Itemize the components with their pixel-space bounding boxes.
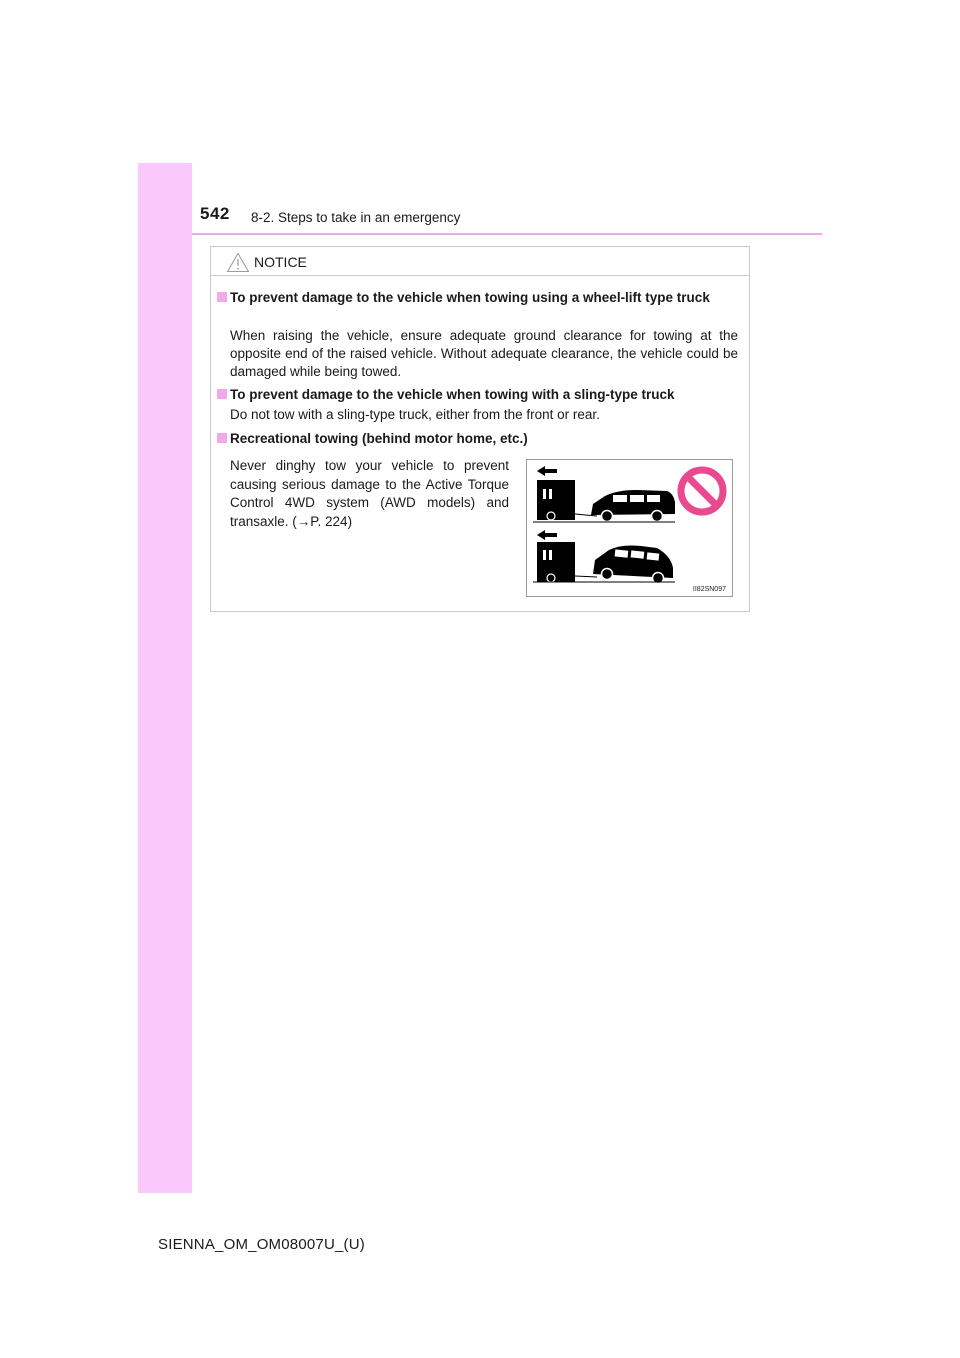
arrow-left-icon	[537, 530, 557, 540]
item-title: To prevent damage to the vehicle when towing using a wheel-lift type truck	[230, 290, 710, 305]
motor-home-shape	[537, 480, 575, 520]
section-title: 8-2. Steps to take in an emergency	[251, 210, 461, 225]
upper-tow-scene	[533, 466, 675, 522]
notice-box	[210, 246, 750, 612]
item-body: Do not tow with a sling-type truck, either from the front or rear.	[230, 407, 600, 422]
prohibited-icon	[681, 470, 723, 512]
item-title: Recreational towing (behind motor home, etc.)	[230, 431, 528, 446]
document-id: SIENNA_OM_OM08007U_(U)	[158, 1236, 365, 1253]
recreational-towing-text: Never dinghy tow your vehicle to prevent causing serious damage to the Active Torque Control 4WD system (AWD models) and transaxle. (→P. 224)	[230, 458, 509, 529]
notice-header	[211, 247, 749, 276]
page-header	[200, 204, 822, 236]
dinghy-tow-prohibited-figure	[526, 459, 733, 597]
square-bullet-icon	[217, 389, 227, 399]
square-bullet-icon	[217, 433, 227, 443]
arrow-left-icon	[537, 466, 557, 476]
page-number: 542	[200, 204, 230, 223]
towing-illustration	[527, 460, 732, 596]
item-title: To prevent damage to the vehicle when towing with a sling-type truck	[230, 387, 675, 402]
square-bullet-icon	[217, 292, 227, 302]
side-strip	[138, 163, 192, 1193]
header-rule	[192, 233, 822, 235]
lower-tow-scene	[533, 530, 675, 584]
notice-label: NOTICE	[254, 254, 307, 270]
motor-home-shape	[537, 542, 575, 582]
item-body: When raising the vehicle, ensure adequate ground clearance for towing at the opposite end of the raised vehicle. Without adequate clearance, the vehicle could be damaged while being towed.	[230, 328, 738, 379]
warning-triangle-icon	[226, 252, 250, 273]
figure-code: II82SN097	[692, 586, 726, 593]
